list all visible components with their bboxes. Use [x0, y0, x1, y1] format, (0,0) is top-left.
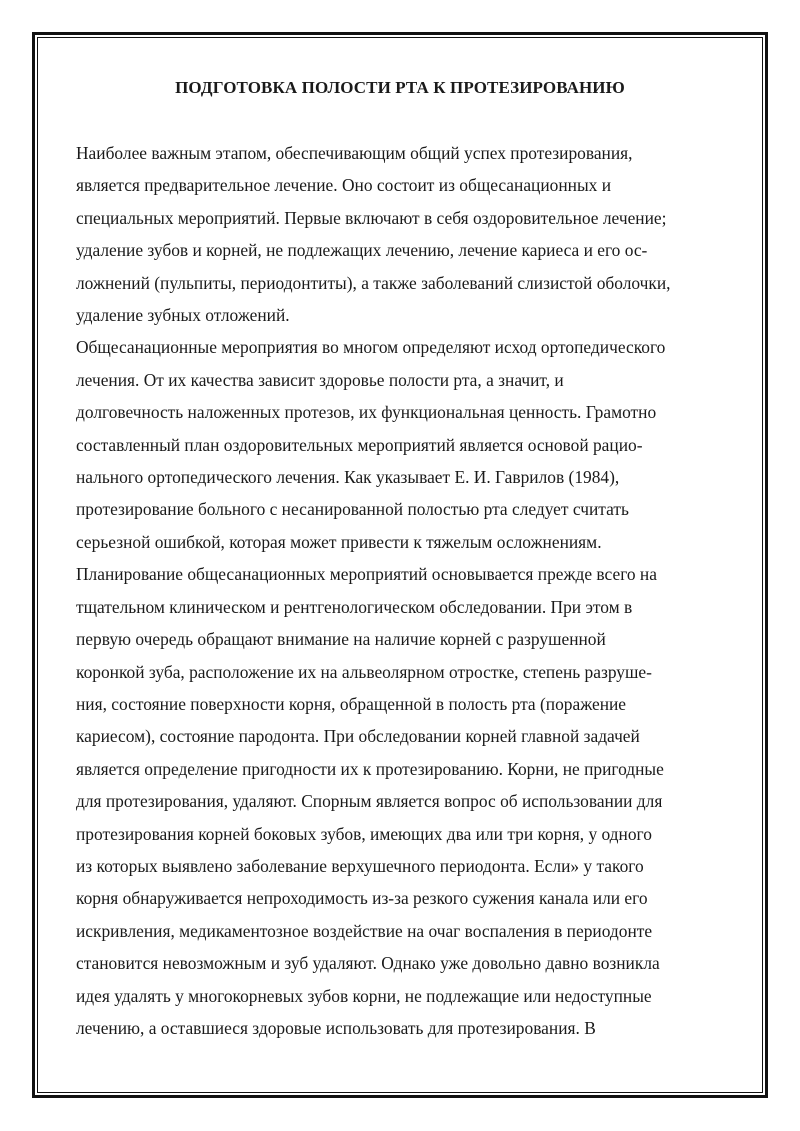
text-line: искривления, медикаментозное воздействие на очаг воспаления в периодонте: [76, 920, 653, 941]
text-line: тщательном клиническом и рентгенологическом обследовании. При этом в: [76, 596, 633, 617]
text-line: Планирование общесанационных мероприятий основывается прежде всего на: [76, 564, 657, 585]
text-line: нального ортопедического лечения. Как указывает Е. И. Гаврилов (1984),: [76, 467, 620, 488]
text-line: протезирования корней боковых зубов, имеющих два или три корня, у одного: [76, 823, 652, 844]
text-line: удаление зубных отложений.: [76, 305, 290, 326]
text-line: идея удалять у многокорневых зубов корни, не подлежащие или недоступные: [76, 985, 652, 1006]
text-line: ложнений (пульпиты, периодонтиты), а также заболеваний слизистой оболочки,: [76, 272, 671, 293]
text-line: ния, состояние поверхности корня, обращенной в полость рта (поражение: [76, 693, 627, 714]
text-line: становится невозможным и зуб удаляют. Однако уже довольно давно возникла: [76, 953, 660, 974]
text-line: удаление зубов и корней, не подлежащих лечению, лечение кариеса и его ос-: [76, 240, 648, 261]
text-line: Наиболее важным этапом, обеспечивающим общий успех протезирования,: [76, 143, 633, 163]
text-line: первую очередь обращают внимание на наличие корней с разрушенной: [76, 629, 606, 650]
text-line: является определение пригодности их к протезированию. Корни, не пригодные: [76, 758, 664, 779]
text-line: серьезной ошибкой, которая может привести к тяжелым осложнениям.: [76, 531, 602, 552]
text-line: составленный план оздоровительных мероприятий является основой рацио-: [76, 434, 643, 455]
text-line: лечения. От их качества зависит здоровье полости рта, а значит, и: [76, 369, 564, 390]
text-line: кариесом), состояние пародонта. При обследовании корней главной задачей: [76, 726, 640, 747]
text-line: является предварительное лечение. Оно состоит из общесанационных и: [76, 175, 611, 196]
text-line: специальных мероприятий. Первые включают в себя оздоровительное лечение;: [76, 207, 667, 228]
text-line: долговечность наложенных протезов, их функциональная ценность. Грамотно: [76, 402, 657, 423]
text-line: протезирование больного с несанированной полостью рта следует считать: [76, 499, 629, 520]
text-line: коронкой зуба, расположение их на альвеолярном отростке, степень разруше-: [76, 661, 652, 682]
text-line: Общесанационные мероприятия во многом определяют исход ортопедического: [76, 337, 666, 358]
text-line: корня обнаруживается непроходимость из-за резкого сужения канала или его: [76, 888, 648, 909]
text-line: лечению, а оставшиеся здоровые использовать для протезирования. В: [76, 1017, 596, 1038]
text-line: из которых выявлено заболевание верхушечного периодонта. Если» у такого: [76, 855, 644, 876]
document-title: ПОДГОТОВКА ПОЛОСТИ РТА К ПРОТЕЗИРОВАНИЮ: [175, 78, 625, 97]
text-line: для протезирования, удаляют. Спорным является вопрос об использовании для: [76, 791, 663, 812]
document-body: [76, 137, 736, 1044]
